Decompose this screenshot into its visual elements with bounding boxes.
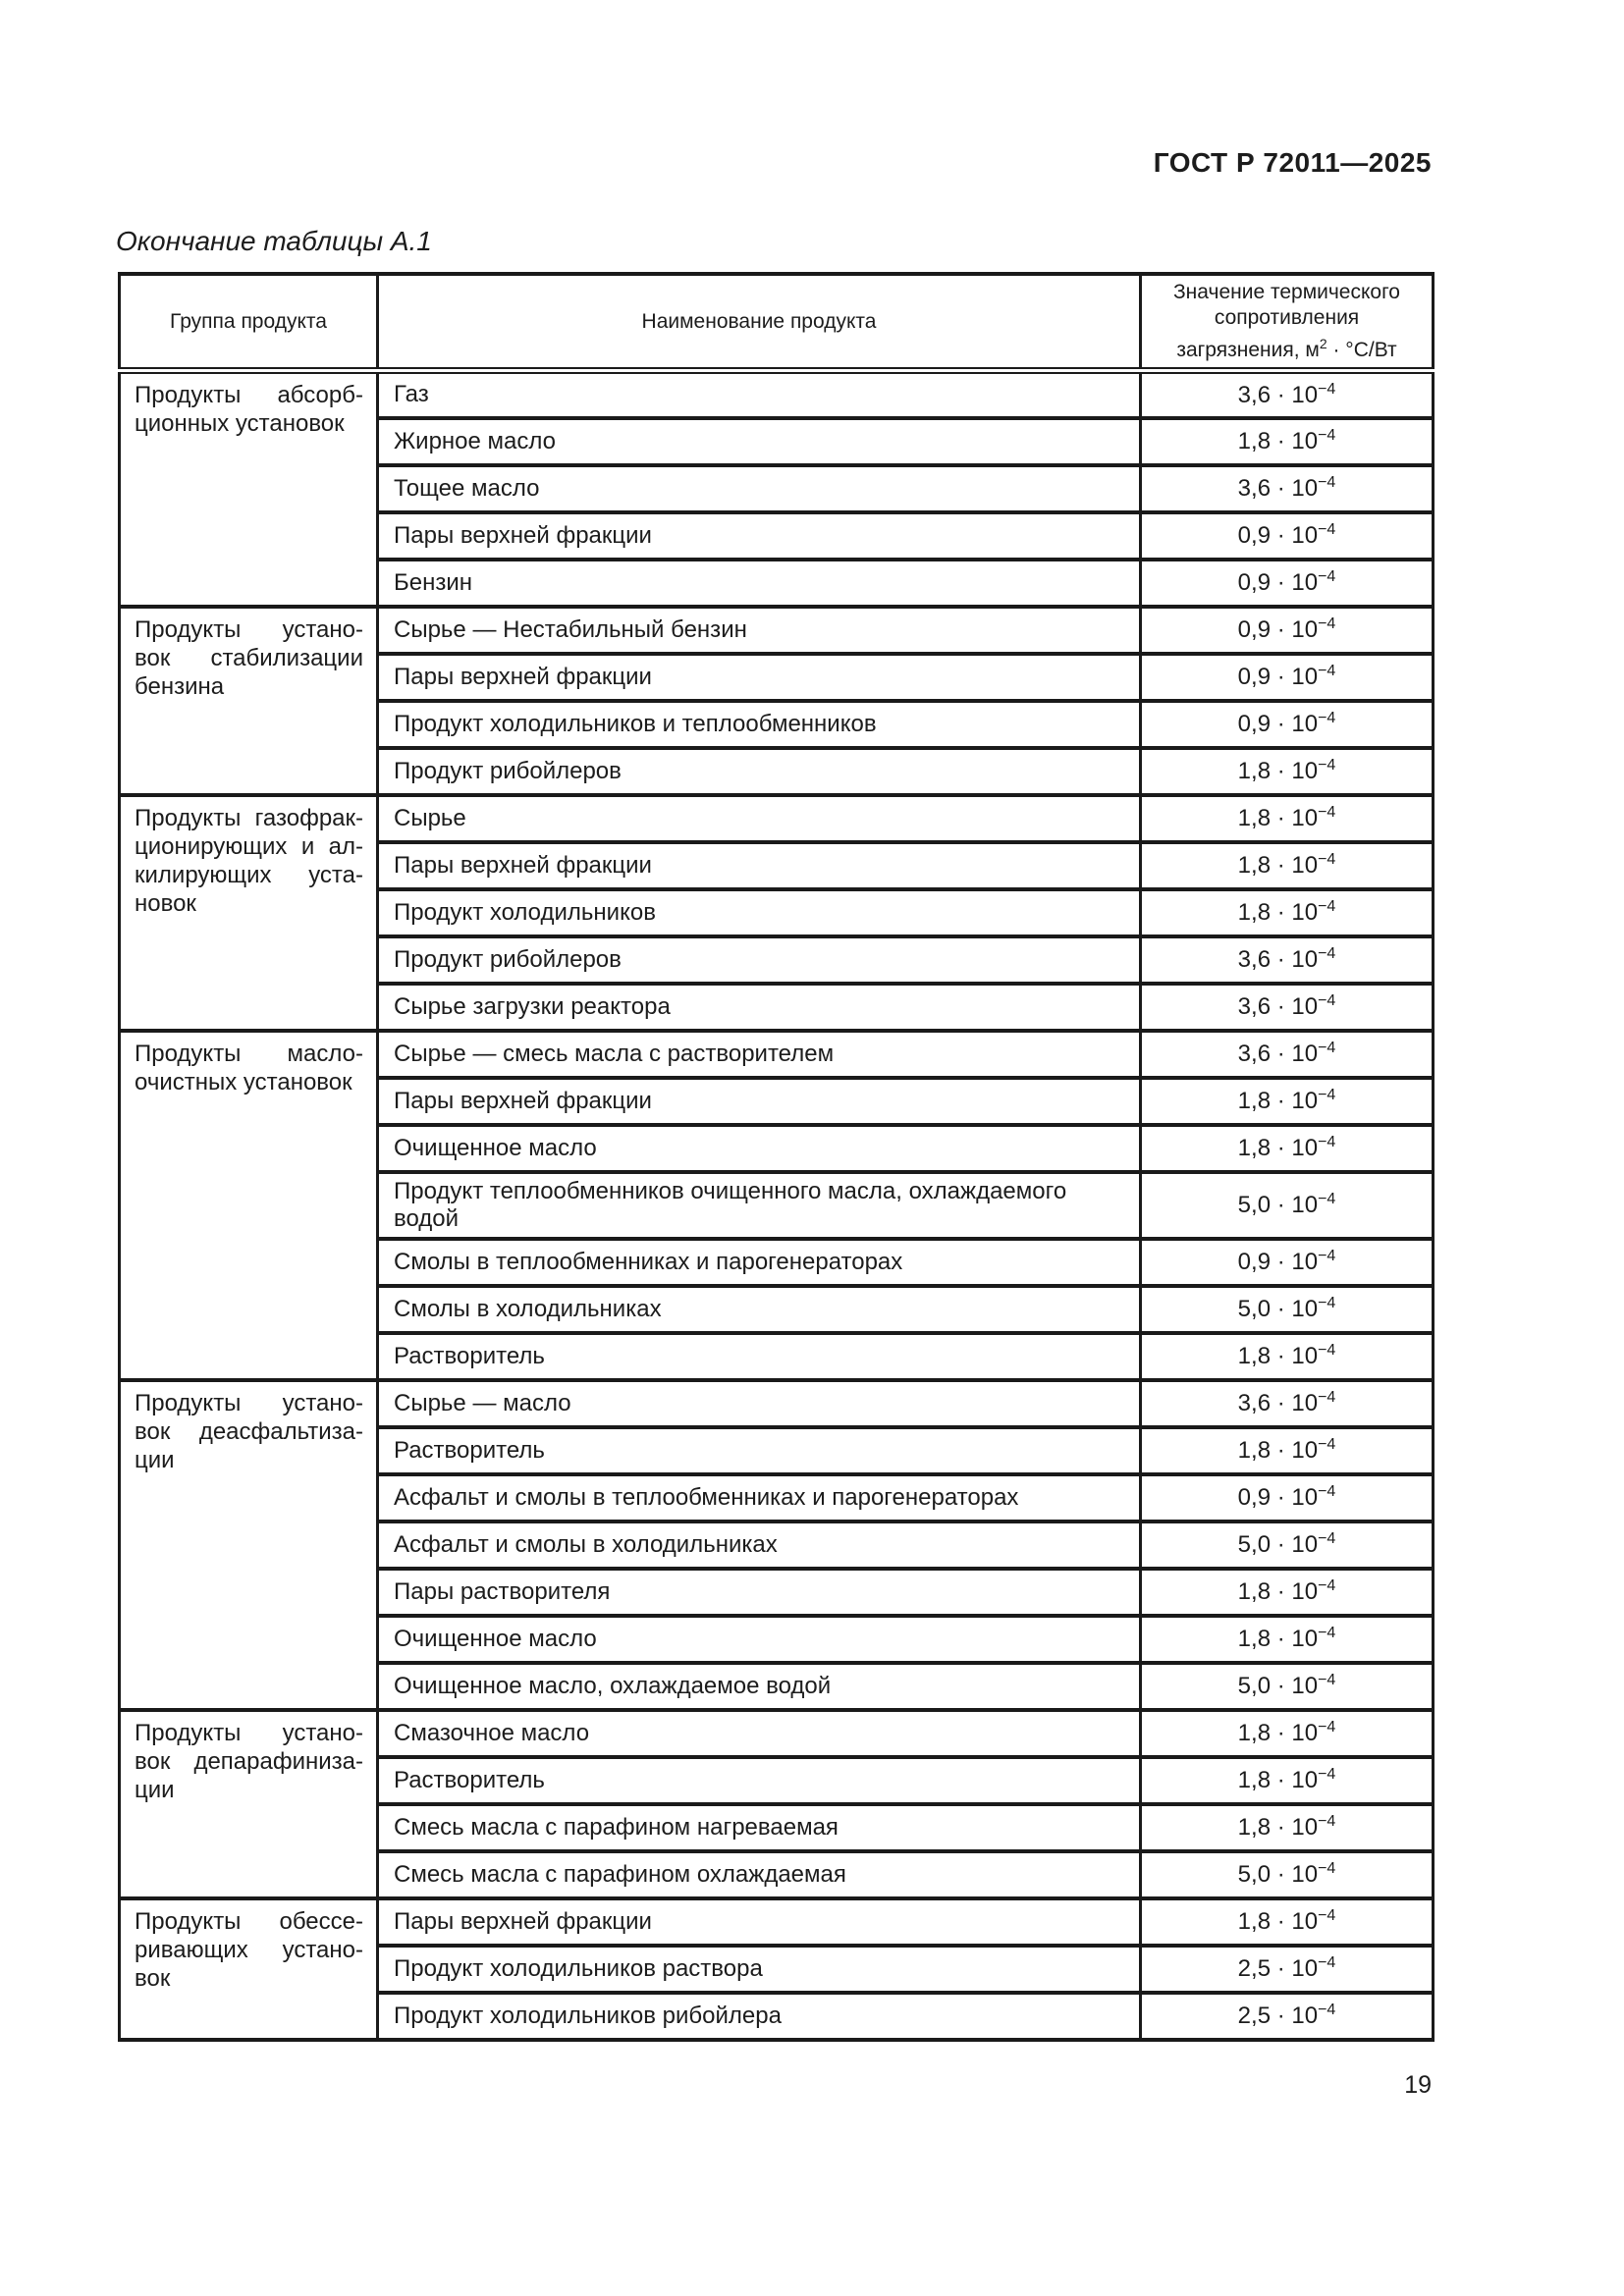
group-label-line: ционирующих и ал-	[135, 832, 363, 860]
value-cell	[1141, 1474, 1434, 1522]
group-label-line: Продукты абсорб-	[135, 382, 363, 408]
group-label-line: Продукты газофрак-	[135, 804, 363, 831]
group-label-line: новок	[135, 889, 196, 917]
value-exponent: −4	[1318, 1389, 1336, 1406]
value-base: 1,8 · 10	[1237, 899, 1319, 926]
value-base: 0,9 · 10	[1237, 664, 1319, 690]
table-row	[120, 795, 1434, 842]
value-cell	[1141, 1172, 1434, 1239]
value-cell	[1141, 371, 1434, 418]
value-cell	[1141, 1993, 1434, 2040]
header-col-value	[1141, 274, 1434, 371]
product-group-cell	[120, 607, 378, 795]
group-label-line: вок	[135, 1964, 171, 1992]
group-label-line: бензина	[135, 672, 225, 700]
value-base: 3,6 · 10	[1237, 1041, 1319, 1067]
value-cell	[1141, 418, 1434, 465]
header-col-value-line3	[1152, 331, 1422, 363]
value-base: 1,8 · 10	[1237, 1626, 1319, 1652]
value-exponent: −4	[1318, 851, 1336, 868]
table-row	[120, 1710, 1434, 1757]
value-base: 5,0 · 10	[1237, 1192, 1319, 1218]
value-base: 1,8 · 10	[1237, 1767, 1319, 1793]
value-exponent: −4	[1318, 1860, 1336, 1877]
value-base: 3,6 · 10	[1237, 475, 1319, 502]
value-base: 1,8 · 10	[1237, 1437, 1319, 1464]
value-base: 1,8 · 10	[1237, 1578, 1319, 1605]
value-exponent: −4	[1318, 568, 1336, 585]
value-exponent: −4	[1318, 1625, 1336, 1641]
value-cell	[1141, 560, 1434, 607]
value-exponent: −4	[1318, 1766, 1336, 1783]
value-base: 0,9 · 10	[1237, 1484, 1319, 1511]
product-name-cell: Смолы в теплообменниках и парогенераторах	[378, 1239, 1141, 1286]
value-exponent: −4	[1318, 945, 1336, 962]
value-base: 1,8 · 10	[1237, 1814, 1319, 1841]
value-exponent: −4	[1318, 1813, 1336, 1830]
group-label-line: Продукты масло-	[135, 1040, 363, 1067]
value-cell	[1141, 936, 1434, 984]
table-row	[120, 371, 1434, 418]
header-col-name: Наименование продукта	[378, 274, 1141, 371]
value-exponent: −4	[1318, 521, 1336, 538]
product-name-cell: Пары верхней фракции	[378, 842, 1141, 889]
product-name-cell: Очищенное масло, охлаждаемое водой	[378, 1663, 1141, 1710]
group-label-line: вок депарафиниза-	[135, 1747, 363, 1775]
value-exponent: −4	[1318, 380, 1336, 398]
product-name-cell: Сырье — масло	[378, 1380, 1141, 1427]
product-name-cell: Растворитель	[378, 1333, 1141, 1380]
group-label-line: Продукты устано-	[135, 1719, 363, 1746]
value-base: 3,6 · 10	[1237, 1390, 1319, 1416]
value-base: 5,0 · 10	[1237, 1531, 1319, 1558]
header-col-value-line1: Значение термического	[1173, 281, 1400, 303]
value-exponent: −4	[1318, 1040, 1336, 1056]
value-cell	[1141, 1078, 1434, 1125]
value-exponent: −4	[1318, 1134, 1336, 1150]
value-cell	[1141, 1239, 1434, 1286]
value-exponent: −4	[1318, 1907, 1336, 1924]
product-group-cell	[120, 1380, 378, 1710]
value-exponent: −4	[1318, 1087, 1336, 1103]
product-group-cell	[120, 795, 378, 1031]
value-cell	[1141, 748, 1434, 795]
group-label-line: ции	[135, 1446, 175, 1473]
value-base: 0,9 · 10	[1237, 569, 1319, 596]
value-cell	[1141, 1804, 1434, 1851]
header-unit-superscript: 2	[1319, 336, 1327, 351]
product-group-cell	[120, 1710, 378, 1898]
value-exponent: −4	[1318, 1530, 1336, 1547]
group-label-line: Продукты обессе-	[135, 1907, 363, 1935]
value-base: 3,6 · 10	[1237, 993, 1319, 1020]
product-name-cell: Сырье — смесь масла с растворителем	[378, 1031, 1141, 1078]
value-cell	[1141, 889, 1434, 936]
product-name-cell: Продукт рибойлеров	[378, 936, 1141, 984]
value-exponent: −4	[1318, 1577, 1336, 1594]
header-col-value-line2: сопротивления	[1214, 306, 1360, 329]
value-cell	[1141, 1286, 1434, 1333]
page-number: 19	[1404, 2071, 1432, 2099]
value-exponent: −4	[1318, 474, 1336, 491]
page-header-title: ГОСТ Р 72011—2025	[1153, 147, 1432, 178]
product-name-cell: Смолы в холодильниках	[378, 1286, 1141, 1333]
value-base: 1,8 · 10	[1237, 1343, 1319, 1369]
value-exponent: −4	[1318, 1436, 1336, 1453]
value-exponent: −4	[1318, 1342, 1336, 1359]
product-name-cell: Бензин	[378, 560, 1141, 607]
value-exponent: −4	[1318, 1295, 1336, 1311]
value-cell	[1141, 1898, 1434, 1946]
value-exponent: −4	[1318, 992, 1336, 1009]
header-col-group: Группа продукта	[120, 274, 378, 371]
value-cell	[1141, 1946, 1434, 1993]
product-name-cell: Продукт рибойлеров	[378, 748, 1141, 795]
value-base: 0,9 · 10	[1237, 1249, 1319, 1275]
value-cell	[1141, 1031, 1434, 1078]
value-exponent: −4	[1318, 1191, 1336, 1207]
product-name-cell: Смесь масла с парафином охлаждаемая	[378, 1851, 1141, 1898]
value-exponent: −4	[1318, 1248, 1336, 1264]
value-exponent: −4	[1318, 757, 1336, 774]
table-row	[120, 1380, 1434, 1427]
value-exponent: −4	[1318, 1954, 1336, 1971]
value-cell	[1141, 1663, 1434, 1710]
value-base: 1,8 · 10	[1237, 852, 1319, 879]
value-cell	[1141, 512, 1434, 560]
value-cell	[1141, 1757, 1434, 1804]
value-cell	[1141, 1427, 1434, 1474]
value-base: 5,0 · 10	[1237, 1861, 1319, 1888]
value-cell	[1141, 1569, 1434, 1616]
product-group-cell	[120, 371, 378, 607]
value-base: 3,6 · 10	[1237, 381, 1319, 408]
value-base: 1,8 · 10	[1237, 1088, 1319, 1114]
value-base: 5,0 · 10	[1237, 1296, 1319, 1322]
group-label-line: ривающих устано-	[135, 1936, 363, 1963]
group-label-line: килирующих уста-	[135, 861, 363, 888]
value-exponent: −4	[1318, 1719, 1336, 1735]
value-base: 1,8 · 10	[1237, 428, 1319, 454]
product-group-cell	[120, 1898, 378, 2040]
product-name-cell: Пары верхней фракции	[378, 654, 1141, 701]
group-label-line: вок деасфальтиза-	[135, 1417, 363, 1445]
value-cell	[1141, 984, 1434, 1031]
group-label-line: Продукты устано-	[135, 615, 363, 643]
group-label-line: ции	[135, 1776, 175, 1803]
product-name-cell: Сырье — Нестабильный бензин	[378, 607, 1141, 654]
product-name-cell: Очищенное масло	[378, 1616, 1141, 1663]
value-base: 2,5 · 10	[1237, 1955, 1319, 1982]
value-base: 1,8 · 10	[1237, 1908, 1319, 1935]
value-base: 0,9 · 10	[1237, 616, 1319, 643]
value-exponent: −4	[1318, 710, 1336, 726]
group-label-line: очистных установок	[135, 1068, 352, 1095]
value-cell	[1141, 1851, 1434, 1898]
value-exponent: −4	[1318, 898, 1336, 915]
value-cell	[1141, 1616, 1434, 1663]
value-exponent: −4	[1318, 663, 1336, 679]
value-base: 0,9 · 10	[1237, 522, 1319, 549]
table-header-row	[120, 274, 1434, 371]
product-name-cell: Очищенное масло	[378, 1125, 1141, 1172]
product-name-cell: Жирное масло	[378, 418, 1141, 465]
group-label-line: вок стабилизации	[135, 644, 363, 671]
value-base: 1,8 · 10	[1237, 805, 1319, 831]
value-cell	[1141, 842, 1434, 889]
product-name-cell: Продукт холодильников рибойлера	[378, 1993, 1141, 2040]
product-name-cell: Сырье	[378, 795, 1141, 842]
value-cell	[1141, 1333, 1434, 1380]
value-cell	[1141, 701, 1434, 748]
value-exponent: −4	[1318, 427, 1336, 444]
group-label-line: ционных установок	[135, 410, 345, 437]
value-base: 2,5 · 10	[1237, 2002, 1319, 2029]
value-exponent: −4	[1318, 804, 1336, 821]
table-caption: Окончание таблицы А.1	[116, 226, 432, 256]
products-table	[118, 272, 1435, 2042]
value-cell	[1141, 1125, 1434, 1172]
value-exponent: −4	[1318, 1483, 1336, 1500]
product-name-cell: Продукт холодильников и теплообменников	[378, 701, 1141, 748]
product-name-cell: Асфальт и смолы в холодильниках	[378, 1522, 1141, 1569]
value-exponent: −4	[1318, 1672, 1336, 1688]
table-header	[120, 274, 1434, 371]
header-unit-post: · °С/Вт	[1326, 339, 1397, 361]
product-name-cell: Продукт холодильников раствора	[378, 1946, 1141, 1993]
product-name-cell: Тощее масло	[378, 465, 1141, 512]
value-base: 1,8 · 10	[1237, 1135, 1319, 1161]
value-base: 0,9 · 10	[1237, 711, 1319, 737]
product-name-cell: Сырье загрузки реактора	[378, 984, 1141, 1031]
value-cell	[1141, 1380, 1434, 1427]
value-cell	[1141, 607, 1434, 654]
product-name-cell: Продукт холодильников	[378, 889, 1141, 936]
value-exponent: −4	[1318, 615, 1336, 632]
table-body	[120, 371, 1434, 2040]
value-exponent: −4	[1318, 2002, 1336, 2018]
value-cell	[1141, 654, 1434, 701]
table-row	[120, 607, 1434, 654]
product-name-cell: Пары растворителя	[378, 1569, 1141, 1616]
table-row	[120, 1898, 1434, 1946]
value-base: 5,0 · 10	[1237, 1673, 1319, 1699]
value-cell	[1141, 1522, 1434, 1569]
product-name-cell: Продукт теплообменников очищенного масла, охлаждаемого водой	[378, 1172, 1141, 1239]
product-group-cell	[120, 1031, 378, 1380]
value-base: 1,8 · 10	[1237, 1720, 1319, 1746]
product-name-cell: Смазочное масло	[378, 1710, 1141, 1757]
product-name-cell: Растворитель	[378, 1757, 1141, 1804]
group-label-line: Продукты устано-	[135, 1389, 363, 1416]
value-base: 1,8 · 10	[1237, 758, 1319, 784]
value-base: 3,6 · 10	[1237, 946, 1319, 973]
value-cell	[1141, 795, 1434, 842]
product-name-cell: Пары верхней фракции	[378, 512, 1141, 560]
product-name-cell: Пары верхней фракции	[378, 1078, 1141, 1125]
value-cell	[1141, 1710, 1434, 1757]
product-name-cell: Газ	[378, 371, 1141, 418]
table-row	[120, 1031, 1434, 1078]
product-name-cell: Растворитель	[378, 1427, 1141, 1474]
product-name-cell: Смесь масла с парафином нагреваемая	[378, 1804, 1141, 1851]
product-name-cell: Асфальт и смолы в теплообменниках и парогенераторах	[378, 1474, 1141, 1522]
product-name-cell: Пары верхней фракции	[378, 1898, 1141, 1946]
value-cell	[1141, 465, 1434, 512]
header-unit-pre: загрязнения, м	[1176, 339, 1320, 361]
